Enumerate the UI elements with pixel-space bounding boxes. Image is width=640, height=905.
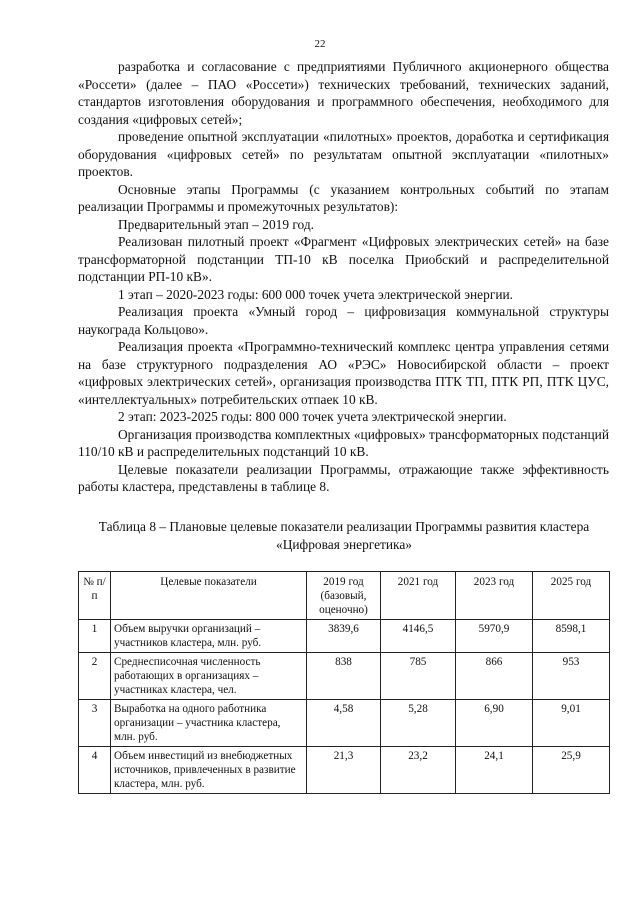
table-header-row [79,572,610,620]
row-indicator: Объем выручки организаций – участников кластера, млн. руб. [111,620,307,653]
header-2025: 2025 год [533,572,610,620]
table-row [79,653,610,700]
paragraph: разработка и согласование с предприятиями Публичного акционерного общества «Россети» (далее – ПАО «Россети») технических требований, технических заданий, стандартов изготовления оборудования и программного обеспечения, необходимого для создания «цифровых сетей»; [78,59,609,127]
body-text [78,58,609,496]
row-value-2023: 24,1 [456,747,533,794]
paragraph: 1 этап – 2020-2023 годы: 600 000 точек учета электрической энергии. [118,286,513,302]
table-row [79,620,610,653]
row-value-2019: 4,58 [307,700,381,747]
paragraph: Целевые показатели реализации Программы, отражающие также эффективность работы кластера, представлены в таблице 8. [78,461,609,494]
row-value-2023: 6,90 [456,700,533,747]
row-value-2021: 4146,5 [381,620,456,653]
row-num: 3 [79,700,111,747]
row-value-2023: 5970,9 [456,620,533,653]
row-value-2021: 5,28 [381,700,456,747]
target-indicators-table [78,571,610,794]
page-number: 22 [314,38,326,50]
table-row [79,700,610,747]
paragraph: Основные этапы Программы (с указанием контрольных событий по этапам реализации Программы и промежуточных результатов): [78,181,609,214]
row-value-2021: 23,2 [381,747,456,794]
paragraph: проведение опытной эксплуатации «пилотных» проектов, доработка и сертификация оборудования «цифровых сетей» по результатам опытной эксплуатации «пилотных» проектов. [78,129,609,179]
header-2019: 2019 год (базовый, оценочно) [307,572,381,620]
row-value-2025: 953 [533,653,610,700]
row-value-2019: 21,3 [307,747,381,794]
table-row [79,747,610,794]
header-indicator: Целевые показатели [111,572,307,620]
row-value-2025: 9,01 [533,700,610,747]
paragraph: Организация производства комплектных «цифровых» трансформаторных подстанций 110/10 кВ и распределительных подстанций 10 кВ. [78,426,609,459]
paragraph: 2 этап: 2023-2025 годы: 800 000 точек учета электрической энергии. [118,409,507,424]
row-value-2019: 838 [307,653,381,700]
header-2021: 2021 год [381,572,456,620]
row-indicator: Объем инвестиций из внебюджетных источников, привлеченных в развитие кластера, млн. руб. [111,747,307,794]
table-caption: Таблица 8 – Плановые целевые показатели реализации Программы развития кластера «Цифровая энергетика» [98,519,590,552]
row-num: 4 [79,747,111,794]
paragraph: Реализован пилотный проект «Фрагмент «Цифровых электрических сетей» на базе трансформаторной подстанции ТП-10 кВ поселка Приобский и распределительной подстанции РП-10 кВ». [78,234,609,284]
row-indicator: Среднесписочная численность работающих в организациях – участниках кластера, чел. [111,653,307,700]
row-value-2019: 3839,6 [307,620,381,653]
paragraph: Реализация проекта «Умный город – цифровизация коммунальной структуры наукограда Кольцово». [78,304,609,337]
row-value-2023: 866 [456,653,533,700]
row-value-2025: 25,9 [533,747,610,794]
paragraph: Предварительный этап – 2019 год. [118,216,315,232]
row-indicator: Выработка на одного работника организации – участника кластера, млн. руб. [111,700,307,747]
header-num: № п/п [79,572,111,620]
row-num: 2 [79,653,111,700]
row-num: 1 [79,620,111,653]
row-value-2021: 785 [381,653,456,700]
row-value-2025: 8598,1 [533,620,610,653]
header-2023: 2023 год [456,572,533,620]
paragraph: Реализация проекта «Программно-технический комплекс центра управления сетями на базе структурного подразделения АО «РЭС» Новосибирской области – проект «цифровых электрических сетей», организация производства ПТК ТП, ПТК РП, ПТК ЦУС, «интеллектуальных» потребительских отпаек 10 кВ. [78,339,609,407]
